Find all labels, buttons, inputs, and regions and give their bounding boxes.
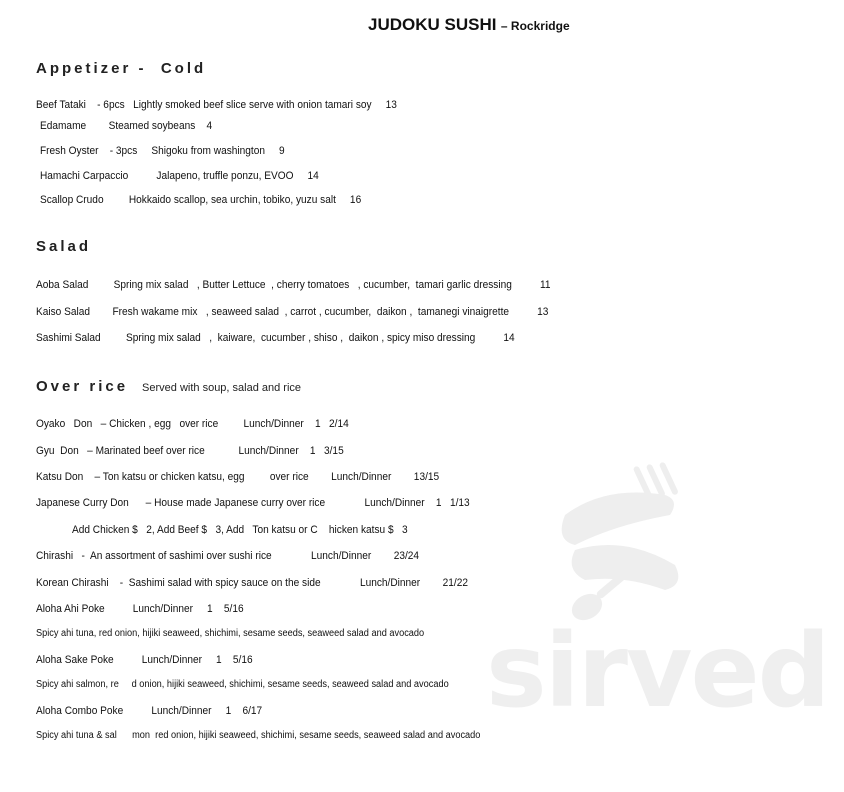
- restaurant-name: JUDOKU SUSHI: [368, 15, 497, 34]
- menu-item: Katsu Don – Ton katsu or chicken katsu, egg over rice Lunch/Dinner 13/15: [36, 471, 440, 483]
- menu-item: Aloha Sake Poke Lunch/Dinner 1 5/16: [36, 654, 253, 666]
- location: – Rockridge: [500, 19, 570, 33]
- menu-item: Chirashi - An assortment of sashimi over sushi rice Lunch/Dinner 23/24: [36, 550, 420, 562]
- section-heading-salad: Salad: [36, 238, 92, 255]
- menu-item: Kaiso Salad Fresh wakame mix , seaweed salad , carrot , cucumber, daikon , tamanegi vinaigrette 13: [36, 306, 549, 318]
- menu-item: Hamachi Carpaccio Jalapeno, truffle ponzu, EVOO 14: [40, 170, 319, 182]
- menu-item-addon: Add Chicken $ 2, Add Beef $ 3, Add Ton katsu or C hicken katsu $ 3: [36, 524, 408, 536]
- section-heading-over-rice: [36, 378, 301, 395]
- menu-item: Beef Tataki - 6pcs Lightly smoked beef slice serve with onion tamari soy 13: [36, 99, 397, 111]
- menu-item: Fresh Oyster - 3pcs Shigoku from washington 9: [40, 145, 285, 157]
- menu-item: Japanese Curry Don – House made Japanese curry over rice Lunch/Dinner 1 1/13: [36, 497, 470, 509]
- menu-item: Sashimi Salad Spring mix salad , kaiware, cucumber , shiso , daikon , spicy miso dressing 14: [36, 332, 515, 344]
- menu-item: Edamame Steamed soybeans 4: [40, 120, 213, 132]
- menu-item: Aloha Ahi Poke Lunch/Dinner 1 5/16: [36, 603, 244, 615]
- menu-item: Oyako Don – Chicken , egg over rice Lunch/Dinner 1 2/14: [36, 418, 349, 430]
- menu-item: Gyu Don – Marinated beef over rice Lunch/Dinner 1 3/15: [36, 445, 344, 457]
- sirved-watermark: sirved: [486, 612, 829, 731]
- fork-spoon-watermark-icon: [545, 455, 705, 625]
- menu-item: Scallop Crudo Hokkaido scallop, sea urchin, tobiko, yuzu salt 16: [40, 194, 362, 206]
- section-title: Over rice: [36, 378, 129, 395]
- menu-item: Aloha Combo Poke Lunch/Dinner 1 6/17: [36, 705, 263, 717]
- menu-item-description: Spicy ahi tuna, red onion, hijiki seaweed, shichimi, sesame seeds, seaweed salad and avocado: [36, 628, 425, 639]
- section-subtitle: Served with soup, salad and rice: [142, 382, 302, 394]
- menu-item: Aoba Salad Spring mix salad , Butter Lettuce , cherry tomatoes , cucumber, tamari garlic dressing 11: [36, 279, 551, 291]
- section-heading-appetizer: Appetizer - Cold: [36, 60, 207, 77]
- menu-title: [368, 15, 570, 35]
- menu-item-description: Spicy ahi tuna & sal mon red onion, hijiki seaweed, shichimi, sesame seeds, seaweed salad and avocado: [36, 730, 481, 741]
- menu-item-description: Spicy ahi salmon, re d onion, hijiki seaweed, shichimi, sesame seeds, seaweed salad and avocado: [36, 679, 449, 690]
- menu-item: Korean Chirashi - Sashimi salad with spicy sauce on the side Lunch/Dinner 21/22: [36, 577, 468, 589]
